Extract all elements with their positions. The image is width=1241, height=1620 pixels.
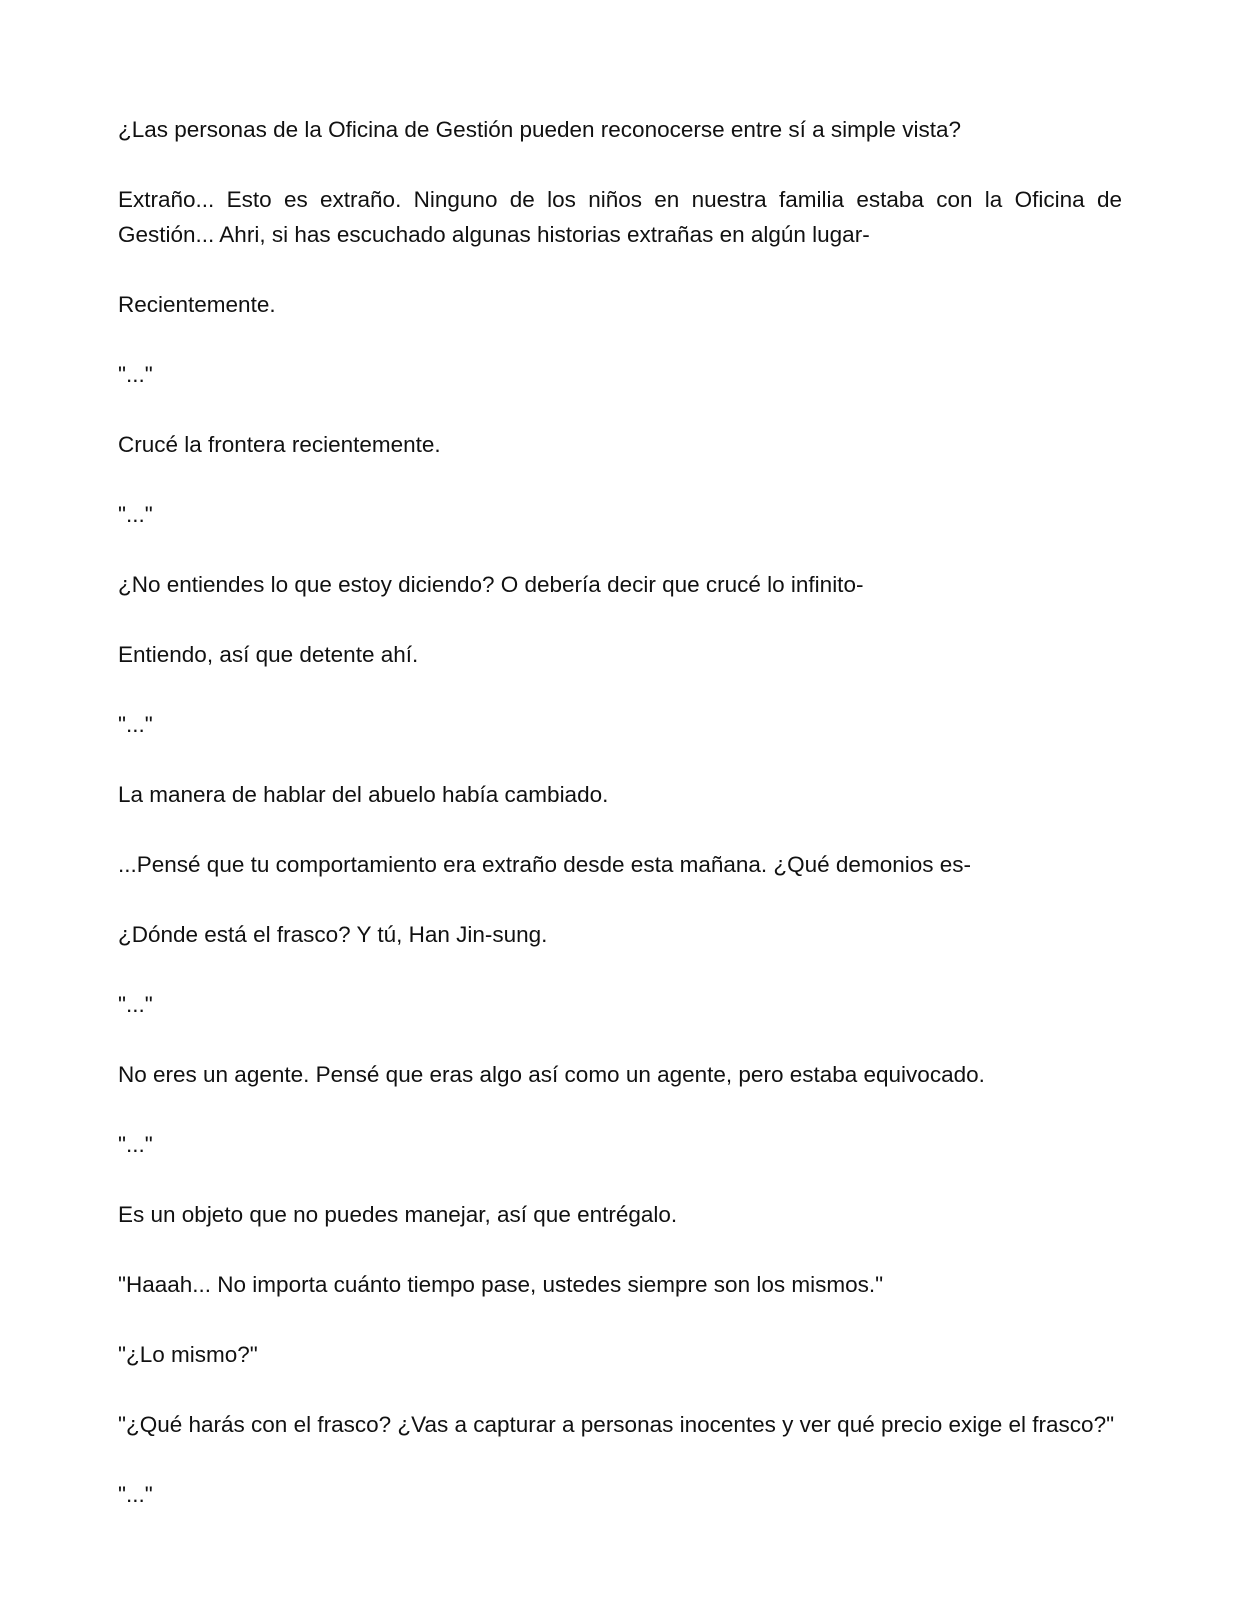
paragraph: "Haaah... No importa cuánto tiempo pase, ustedes siempre son los mismos." (118, 1272, 884, 1297)
paragraph: "¿Qué harás con el frasco? ¿Vas a capturar a personas inocentes y ver qué precio exige el frasco?" (118, 1412, 1115, 1437)
paragraph: "..." (118, 1482, 153, 1507)
paragraph: "..." (118, 712, 153, 737)
paragraph: "..." (118, 362, 153, 387)
paragraph: Crucé la frontera recientemente. (118, 432, 441, 457)
paragraph: "¿Lo mismo?" (118, 1342, 258, 1367)
paragraph: ¿Las personas de la Oficina de Gestión pueden reconocerse entre sí a simple vista? (118, 117, 961, 142)
paragraph: Es un objeto que no puedes manejar, así que entrégalo. (118, 1202, 678, 1227)
paragraph: ¿No entiendes lo que estoy diciendo? O debería decir que crucé lo infinito- (118, 572, 864, 597)
paragraph: ¿Dónde está el frasco? Y tú, Han Jin-sung. (118, 922, 548, 947)
paragraph: "..." (118, 1132, 153, 1157)
paragraph: Recientemente. (118, 292, 276, 317)
paragraph: "..." (118, 992, 153, 1017)
paragraph: ...Pensé que tu comportamiento era extraño desde esta mañana. ¿Qué demonios es- (118, 852, 971, 877)
paragraph: Extraño... Esto es extraño. Ninguno de los niños en nuestra familia estaba con la Oficina de Gestión... Ahri, si has escuchado algunas historias extrañas en algún lugar- (118, 187, 1122, 247)
paragraph: La manera de hablar del abuelo había cambiado. (118, 782, 609, 807)
paragraph: No eres un agente. Pensé que eras algo así como un agente, pero estaba equivocado. (118, 1062, 985, 1087)
document-body (118, 112, 1122, 1512)
paragraph: "..." (118, 502, 153, 527)
paragraph: Entiendo, así que detente ahí. (118, 642, 419, 667)
